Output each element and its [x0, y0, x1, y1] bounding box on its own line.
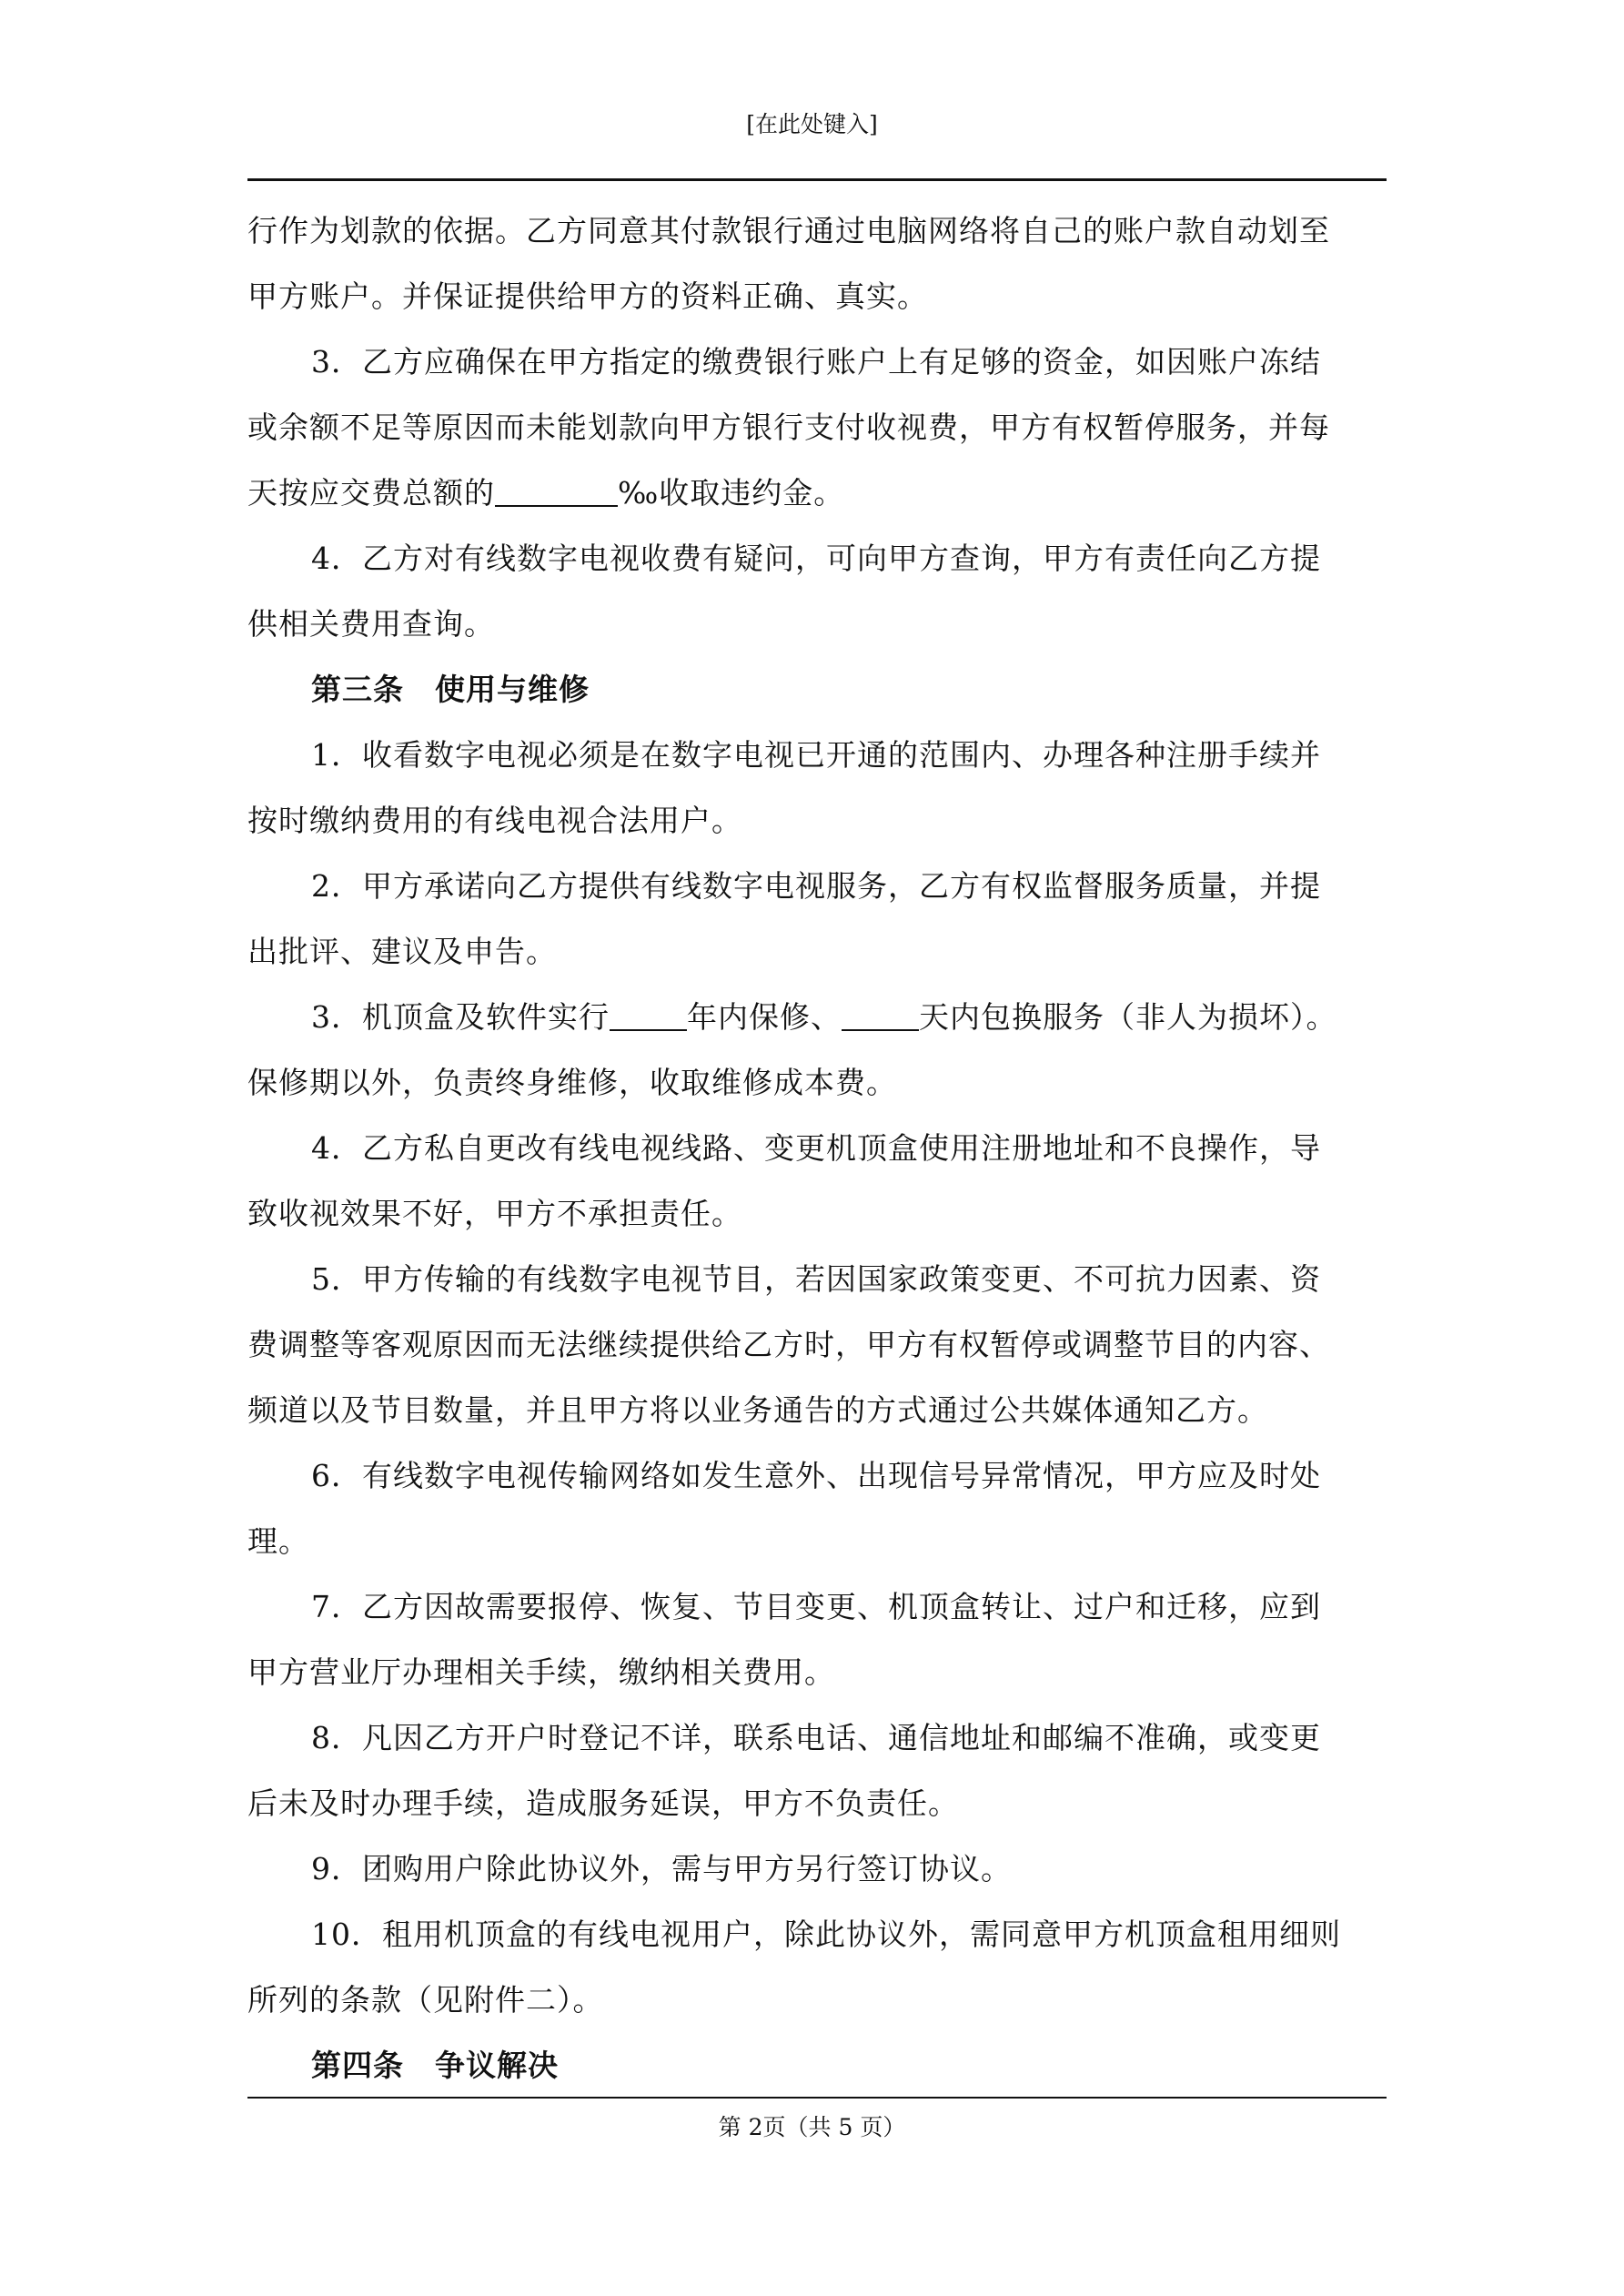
text-line: 甲方账户。并保证提供给甲方的资料正确、真实。 [247, 278, 928, 314]
text-line: 后未及时办理手续，造成服务延误，甲方不负责任。 [247, 1785, 959, 1821]
warranty-text-a: 3．机顶盒及软件实行 [311, 999, 610, 1035]
page-number: 第 2页（共 5 页） [718, 2114, 906, 2140]
penalty-rate-blank[interactable] [495, 478, 618, 507]
clause-3-8-line: 8．凡因乙方开户时登记不详，联系电话、通信地址和邮编不准确，或变更 [311, 1720, 1321, 1755]
document-body [247, 198, 1387, 2099]
text-line: 行作为划款的依据。乙方同意其付款银行通过电脑网络将自己的账户款自动划至 [247, 213, 1330, 248]
penalty-text-b: ‰收取违约金。 [618, 475, 845, 511]
text-line: 理。 [247, 1523, 309, 1559]
clause-2-3-line: 3．乙方应确保在甲方指定的缴费银行账户上有足够的资金，如因账户冻结 [311, 344, 1321, 379]
text-line: 或余额不足等原因而未能划款向甲方银行支付收视费，甲方有权暂停服务，并每 [247, 410, 1330, 445]
text-line: 甲方营业厅办理相关手续，缴纳相关费用。 [247, 1654, 835, 1690]
clause-3-6-line: 6．有线数字电视传输网络如发生意外、出现信号异常情况，甲方应及时处 [311, 1458, 1321, 1493]
text-line: 费调整等客观原因而无法继续提供给乙方时，甲方有权暂停或调整节目的内容、 [247, 1327, 1330, 1362]
text-line: 保修期以外，负责终身维修，收取维修成本费。 [247, 1065, 897, 1100]
warranty-text-b: 年内保修、 [687, 999, 842, 1035]
article-4-heading: 第四条 争议解决 [311, 2048, 559, 2083]
text-line: 致收视效果不好，甲方不承担责任。 [247, 1196, 742, 1231]
clause-3-1-line: 1．收看数字电视必须是在数字电视已开通的范围内、办理各种注册手续并 [311, 737, 1321, 773]
header-divider [247, 178, 1387, 181]
clause-3-2-line: 2．甲方承诺向乙方提供有线数字电视服务，乙方有权监督服务质量，并提 [311, 868, 1321, 904]
warranty-text-c: 天内包换服务（非人为损坏）。 [919, 999, 1337, 1035]
clause-3-4-line: 4．乙方私自更改有线电视线路、变更机顶盒使用注册地址和不良操作，导 [311, 1130, 1321, 1166]
page-header: [在此处键入] [746, 111, 878, 137]
penalty-text-a: 天按应交费总额的 [247, 475, 495, 511]
clause-3-7-line: 7．乙方因故需要报停、恢复、节目变更、机顶盒转让、过户和迁移，应到 [311, 1589, 1321, 1624]
warranty-years-blank[interactable] [610, 1002, 687, 1031]
text-line: 供相关费用查询。 [247, 606, 495, 642]
clause-3-3-line [247, 985, 1387, 1050]
clause-2-4-line: 4．乙方对有线数字电视收费有疑问，可向甲方查询，甲方有责任向乙方提 [311, 541, 1321, 576]
article-3-heading: 第三条 使用与维修 [311, 672, 590, 707]
footer-divider [247, 2097, 1387, 2099]
exchange-days-blank[interactable] [842, 1002, 919, 1031]
clause-3-9-line: 9．团购用户除此协议外，需与甲方另行签订协议。 [311, 1851, 1012, 1886]
text-line: 按时缴纳费用的有线电视合法用户。 [247, 803, 742, 838]
clause-3-10-line: 10．租用机顶盒的有线电视用户，除此协议外，需同意甲方机顶盒租用细则 [311, 1917, 1341, 1952]
penalty-line [247, 460, 1387, 526]
text-line: 所列的条款（见附件二）。 [247, 1982, 604, 2018]
clause-3-5-line: 5．甲方传输的有线数字电视节目，若因国家政策变更、不可抗力因素、资 [311, 1261, 1321, 1297]
text-line: 频道以及节目数量，并且甲方将以业务通告的方式通过公共媒体通知乙方。 [247, 1392, 1268, 1428]
text-line: 出批评、建议及申告。 [247, 934, 557, 969]
